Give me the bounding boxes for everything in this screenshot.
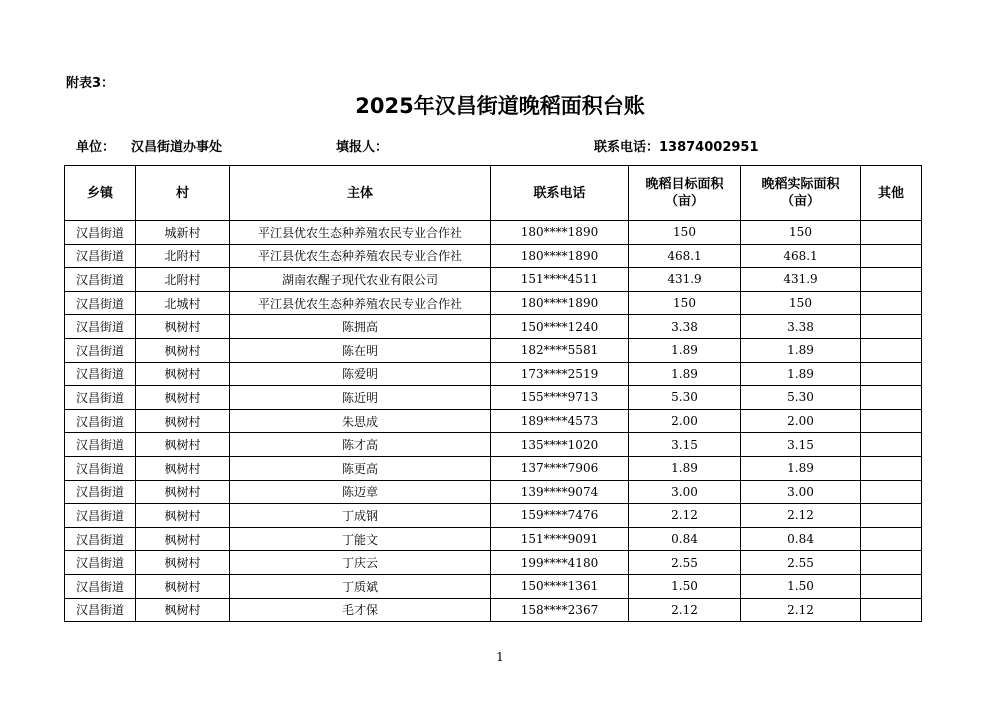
header-actual-line2: （亩） — [780, 194, 820, 209]
cell-phone: 180****1890 — [491, 221, 629, 245]
cell-target-area: 3.15 — [629, 433, 741, 457]
cell-target-area: 2.00 — [629, 409, 741, 433]
contact-phone: 联系电话：13874002951 — [594, 140, 759, 155]
cell-other — [861, 362, 922, 386]
table-row — [65, 315, 922, 339]
cell-actual-area: 2.00 — [741, 409, 861, 433]
cell-town: 汉昌街道 — [65, 551, 136, 575]
cell-town: 汉昌街道 — [65, 598, 136, 622]
cell-actual-area: 3.00 — [741, 480, 861, 504]
header-town: 乡镇 — [65, 166, 136, 221]
cell-phone: 180****1890 — [491, 291, 629, 315]
cell-actual-area: 1.89 — [741, 456, 861, 480]
cell-entity: 丁庆云 — [230, 551, 491, 575]
cell-phone: 151****4511 — [491, 268, 629, 292]
table-row — [65, 386, 922, 410]
cell-village: 枫树村 — [136, 433, 230, 457]
table-row — [65, 409, 922, 433]
cell-phone: 155****9713 — [491, 386, 629, 410]
header-actual-line1: 晚稻实际面积 — [761, 177, 840, 192]
cell-village: 北附村 — [136, 244, 230, 268]
document-title: 2025年汉昌街道晚稻面积台账 — [355, 94, 645, 118]
cell-entity: 湖南农醒子现代农业有限公司 — [230, 268, 491, 292]
cell-other — [861, 456, 922, 480]
unit-value: 汉昌街道办事处 — [131, 140, 223, 155]
header-target-area — [629, 166, 741, 221]
cell-phone: 139****9074 — [491, 480, 629, 504]
cell-village: 枫树村 — [136, 480, 230, 504]
cell-other — [861, 268, 922, 292]
page-number: 1 — [496, 650, 504, 664]
cell-village: 北城村 — [136, 291, 230, 315]
table-header-row — [65, 166, 922, 221]
header-target-line1: 晚稻目标面积 — [645, 177, 724, 192]
cell-target-area: 150 — [629, 291, 741, 315]
header-phone: 联系电话 — [491, 166, 629, 221]
cell-other — [861, 551, 922, 575]
cell-town: 汉昌街道 — [65, 221, 136, 245]
cell-actual-area: 468.1 — [741, 244, 861, 268]
cell-other — [861, 386, 922, 410]
cell-town: 汉昌街道 — [65, 291, 136, 315]
header-village: 村 — [136, 166, 230, 221]
cell-target-area: 1.89 — [629, 362, 741, 386]
cell-entity: 平江县优农生态种养殖农民专业合作社 — [230, 244, 491, 268]
cell-village: 枫树村 — [136, 504, 230, 528]
cell-target-area: 5.30 — [629, 386, 741, 410]
table-row — [65, 291, 922, 315]
cell-phone: 182****5581 — [491, 338, 629, 362]
cell-entity: 陈近明 — [230, 386, 491, 410]
cell-entity: 陈在明 — [230, 338, 491, 362]
filler-label: 填报人： — [336, 140, 389, 155]
cell-phone: 137****7906 — [491, 456, 629, 480]
cell-other — [861, 291, 922, 315]
cell-other — [861, 409, 922, 433]
cell-village: 枫树村 — [136, 386, 230, 410]
cell-village: 城新村 — [136, 221, 230, 245]
cell-town: 汉昌街道 — [65, 527, 136, 551]
cell-village: 枫树村 — [136, 338, 230, 362]
cell-target-area: 468.1 — [629, 244, 741, 268]
cell-actual-area: 1.50 — [741, 574, 861, 598]
table-row — [65, 433, 922, 457]
cell-town: 汉昌街道 — [65, 574, 136, 598]
cell-village: 枫树村 — [136, 574, 230, 598]
cell-phone: 199****4180 — [491, 551, 629, 575]
cell-actual-area: 3.15 — [741, 433, 861, 457]
cell-village: 枫树村 — [136, 527, 230, 551]
cell-phone: 150****1361 — [491, 574, 629, 598]
rice-area-table — [64, 165, 922, 622]
cell-other — [861, 480, 922, 504]
cell-town: 汉昌街道 — [65, 456, 136, 480]
header-actual-area — [741, 166, 861, 221]
table-row — [65, 338, 922, 362]
cell-actual-area: 5.30 — [741, 386, 861, 410]
cell-actual-area: 1.89 — [741, 338, 861, 362]
cell-phone: 159****7476 — [491, 504, 629, 528]
cell-target-area: 2.12 — [629, 598, 741, 622]
table-row — [65, 551, 922, 575]
cell-actual-area: 3.38 — [741, 315, 861, 339]
cell-town: 汉昌街道 — [65, 362, 136, 386]
cell-town: 汉昌街道 — [65, 409, 136, 433]
cell-actual-area: 2.55 — [741, 551, 861, 575]
cell-entity: 陈更高 — [230, 456, 491, 480]
cell-target-area: 2.55 — [629, 551, 741, 575]
cell-town: 汉昌街道 — [65, 315, 136, 339]
cell-village: 枫树村 — [136, 551, 230, 575]
cell-other — [861, 221, 922, 245]
header-target-line2: （亩） — [664, 194, 704, 209]
cell-actual-area: 0.84 — [741, 527, 861, 551]
cell-actual-area: 150 — [741, 291, 861, 315]
cell-phone: 150****1240 — [491, 315, 629, 339]
cell-phone: 180****1890 — [491, 244, 629, 268]
cell-entity: 陈迈章 — [230, 480, 491, 504]
cell-other — [861, 598, 922, 622]
cell-town: 汉昌街道 — [65, 480, 136, 504]
cell-village: 枫树村 — [136, 409, 230, 433]
cell-town: 汉昌街道 — [65, 268, 136, 292]
cell-town: 汉昌街道 — [65, 433, 136, 457]
cell-target-area: 1.89 — [629, 456, 741, 480]
cell-target-area: 0.84 — [629, 527, 741, 551]
cell-target-area: 431.9 — [629, 268, 741, 292]
header-other: 其他 — [861, 166, 922, 221]
cell-target-area: 3.38 — [629, 315, 741, 339]
cell-entity: 平江县优农生态种养殖农民专业合作社 — [230, 291, 491, 315]
cell-village: 北附村 — [136, 268, 230, 292]
attachment-label: 附表3： — [66, 76, 115, 91]
cell-entity: 朱思成 — [230, 409, 491, 433]
cell-entity: 毛才保 — [230, 598, 491, 622]
table-row — [65, 362, 922, 386]
cell-target-area: 150 — [629, 221, 741, 245]
cell-actual-area: 150 — [741, 221, 861, 245]
cell-other — [861, 527, 922, 551]
table-body — [65, 221, 922, 622]
unit-label: 单位： — [76, 140, 116, 155]
cell-town: 汉昌街道 — [65, 504, 136, 528]
cell-entity: 丁能文 — [230, 527, 491, 551]
cell-actual-area: 2.12 — [741, 504, 861, 528]
cell-town: 汉昌街道 — [65, 338, 136, 362]
table-row — [65, 244, 922, 268]
cell-other — [861, 315, 922, 339]
cell-other — [861, 504, 922, 528]
cell-other — [861, 574, 922, 598]
cell-entity: 陈才高 — [230, 433, 491, 457]
cell-actual-area: 2.12 — [741, 598, 861, 622]
cell-village: 枫树村 — [136, 315, 230, 339]
cell-entity: 丁质斌 — [230, 574, 491, 598]
table-row — [65, 504, 922, 528]
cell-other — [861, 338, 922, 362]
table-row — [65, 268, 922, 292]
cell-entity: 陈拥高 — [230, 315, 491, 339]
cell-town: 汉昌街道 — [65, 386, 136, 410]
cell-phone: 151****9091 — [491, 527, 629, 551]
cell-actual-area: 1.89 — [741, 362, 861, 386]
cell-phone: 158****2367 — [491, 598, 629, 622]
table-row — [65, 480, 922, 504]
table-row — [65, 574, 922, 598]
cell-phone: 173****2519 — [491, 362, 629, 386]
cell-target-area: 1.50 — [629, 574, 741, 598]
cell-target-area: 3.00 — [629, 480, 741, 504]
table-row — [65, 527, 922, 551]
cell-other — [861, 244, 922, 268]
cell-entity: 丁成钢 — [230, 504, 491, 528]
cell-entity: 平江县优农生态种养殖农民专业合作社 — [230, 221, 491, 245]
table-row — [65, 598, 922, 622]
cell-phone: 189****4573 — [491, 409, 629, 433]
cell-target-area: 2.12 — [629, 504, 741, 528]
cell-entity: 陈爱明 — [230, 362, 491, 386]
header-entity: 主体 — [230, 166, 491, 221]
cell-village: 枫树村 — [136, 456, 230, 480]
cell-target-area: 1.89 — [629, 338, 741, 362]
cell-other — [861, 433, 922, 457]
cell-town: 汉昌街道 — [65, 244, 136, 268]
cell-village: 枫树村 — [136, 598, 230, 622]
table-row — [65, 456, 922, 480]
cell-phone: 135****1020 — [491, 433, 629, 457]
table-row — [65, 221, 922, 245]
cell-actual-area: 431.9 — [741, 268, 861, 292]
cell-village: 枫树村 — [136, 362, 230, 386]
